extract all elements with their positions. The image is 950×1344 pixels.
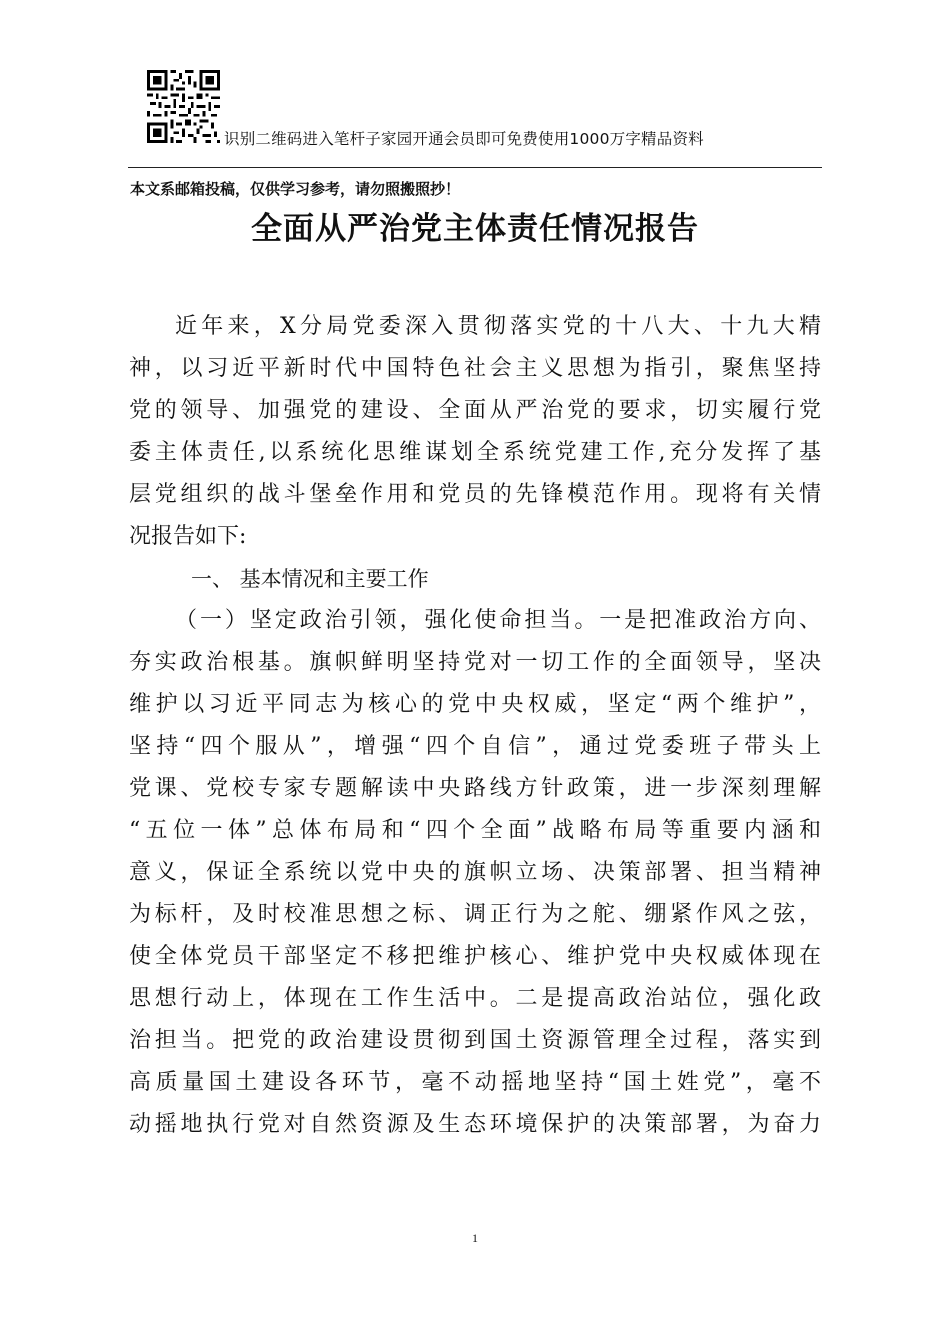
body-line: 思想行动上，体现在工作生活中。二是提高政治站位，强化政: [129, 986, 821, 1011]
body-line: 维护以习近平同志为核心的党中央权威，坚定“两个维护”，: [129, 692, 821, 717]
body-line: 近年来，X分局党委深入贯彻落实党的十八大、十九大精: [175, 314, 821, 339]
body-line: 为标杆，及时校准思想之标、调正行为之舵、绷紧作风之弦，: [129, 902, 821, 927]
body-line: 坚持“四个服从”，增强“四个自信”，通过党委班子带头上: [129, 734, 821, 759]
body-line: 意义，保证全系统以党中央的旗帜立场、决策部署、担当精神: [129, 860, 821, 885]
document-body: [129, 306, 821, 1146]
body-line: 况报告如下:: [129, 524, 247, 549]
body-line: 党课、党校专家专题解读中央路线方针政策，进一步深刻理解: [129, 776, 821, 801]
body-line: （一）坚定政治引领，强化使命担当。一是把准政治方向、: [175, 608, 821, 633]
body-line: 层党组织的战斗堡垒作用和党员的先锋模范作用。现将有关情: [129, 482, 821, 507]
section-heading: 一、 基本情况和主要工作: [191, 567, 429, 591]
body-line: 神，以习近平新时代中国特色社会主义思想为指引，聚焦坚持: [129, 356, 821, 381]
disclaimer-text: 本文系邮箱投稿，仅供学习参考，请勿照搬照抄！: [130, 180, 461, 198]
body-line: 治担当。把党的政治建设贯彻到国土资源管理全过程，落实到: [129, 1028, 821, 1053]
qr-code-icon: [147, 70, 220, 143]
body-line: “五位一体”总体布局和“四个全面”战略布局等重要内涵和: [129, 818, 821, 843]
header-promo-note: 识别二维码进入笔杆子家园开通会员即可免费使用1000万字精品资料: [224, 130, 704, 148]
page-number: 1: [472, 1231, 478, 1245]
body-line: 夯实政治根基。旗帜鲜明坚持党对一切工作的全面领导，坚决: [129, 650, 821, 675]
body-line: 使全体党员干部坚定不移把维护核心、维护党中央权威体现在: [129, 944, 821, 969]
body-line: 党的领导、加强党的建设、全面从严治党的要求，切实履行党: [129, 398, 821, 423]
header-divider: [128, 167, 822, 168]
document-title: 全面从严治党主体责任情况报告: [251, 211, 699, 247]
body-line: 动摇地执行党对自然资源及生态环境保护的决策部署，为奋力: [129, 1112, 821, 1137]
body-line: 高质量国土建设各环节，毫不动摇地坚持“国土姓党”，毫不: [129, 1070, 821, 1095]
body-line: 委主体责任,以系统化思维谋划全系统党建工作,充分发挥了基: [129, 440, 821, 465]
